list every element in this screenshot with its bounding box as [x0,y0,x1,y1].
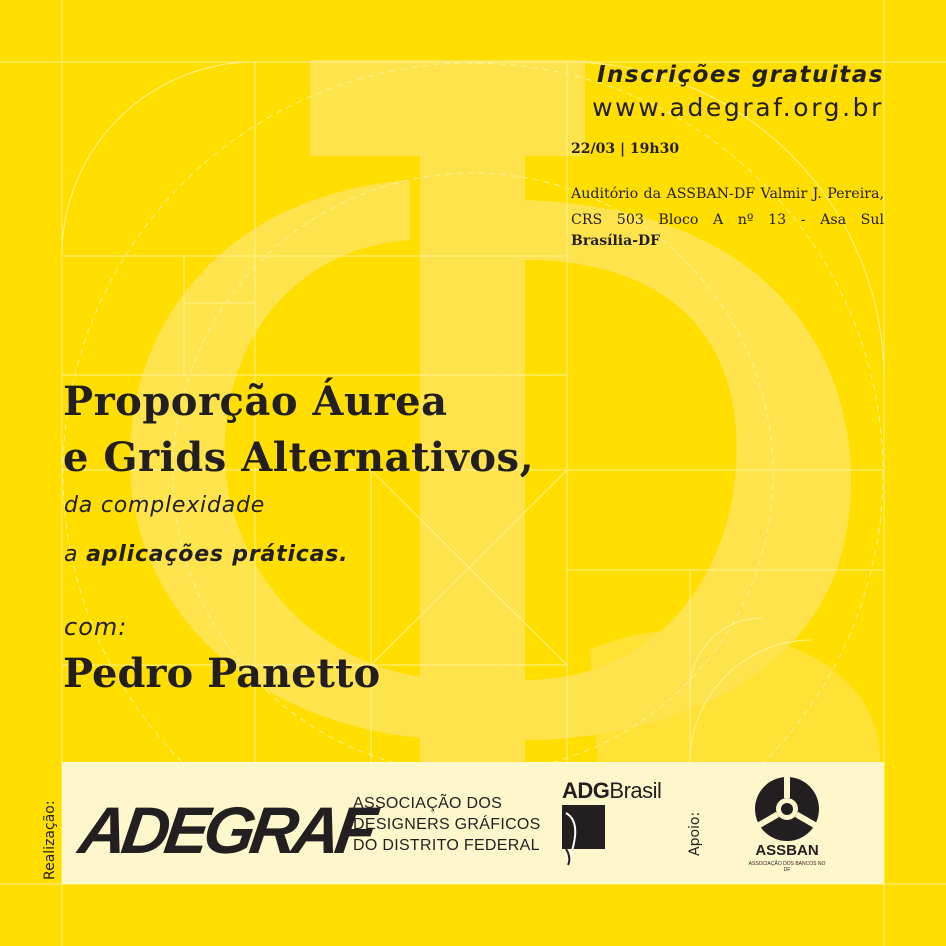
talk-title-line1: Proporção Áurea [63,378,448,425]
adegraf-logo: ADEGRAF [74,793,377,867]
adegraf-name-line2: DESIGNERS GRÁFICOS [353,816,541,833]
talk-subtitle-line1: da complexidade [64,493,266,518]
support-label: Apoio: [687,811,703,856]
assban-subtitle: ASSOCIAÇÃO DOS BANCOS NO DF [748,861,826,873]
assban-emblem-icon [754,776,820,842]
assban-name: ASSBAN [755,842,819,859]
realization-label: Realização: [42,800,58,880]
event-city: Brasília-DF [571,233,661,249]
talk-title-line2: e Grids Alternativos, [63,434,534,481]
adg-logo-bold: ADG [562,778,610,803]
talk-title [63,374,534,486]
speaker-name: Pedro Panetto [63,650,381,697]
adg-mark-icon [562,805,606,867]
with-label: com: [64,613,128,641]
subtitle-bold: aplicações práticas. [86,542,349,567]
website-link[interactable]: www.adegraf.org.br [592,93,884,122]
adegraf-name-line1: ASSOCIAÇÃO DOS [353,795,503,812]
adegraf-name-line3: DO DISTRITO FEDERAL [353,837,540,854]
event-venue: Auditório da ASSBAN-DF Valmir J. Pereira, CRS 503 Bloco A nº 13 - Asa Sul [571,186,884,228]
subtitle-prefix: a [64,542,79,567]
talk-subtitle-line2 [64,542,348,567]
adg-brasil-logo [562,778,661,804]
adegraf-full-name [353,793,541,856]
registration-label: Inscrições gratuitas [597,62,884,88]
event-datetime: 22/03 | 19h30 [571,141,680,157]
adg-logo-regular: Brasil [609,778,662,803]
